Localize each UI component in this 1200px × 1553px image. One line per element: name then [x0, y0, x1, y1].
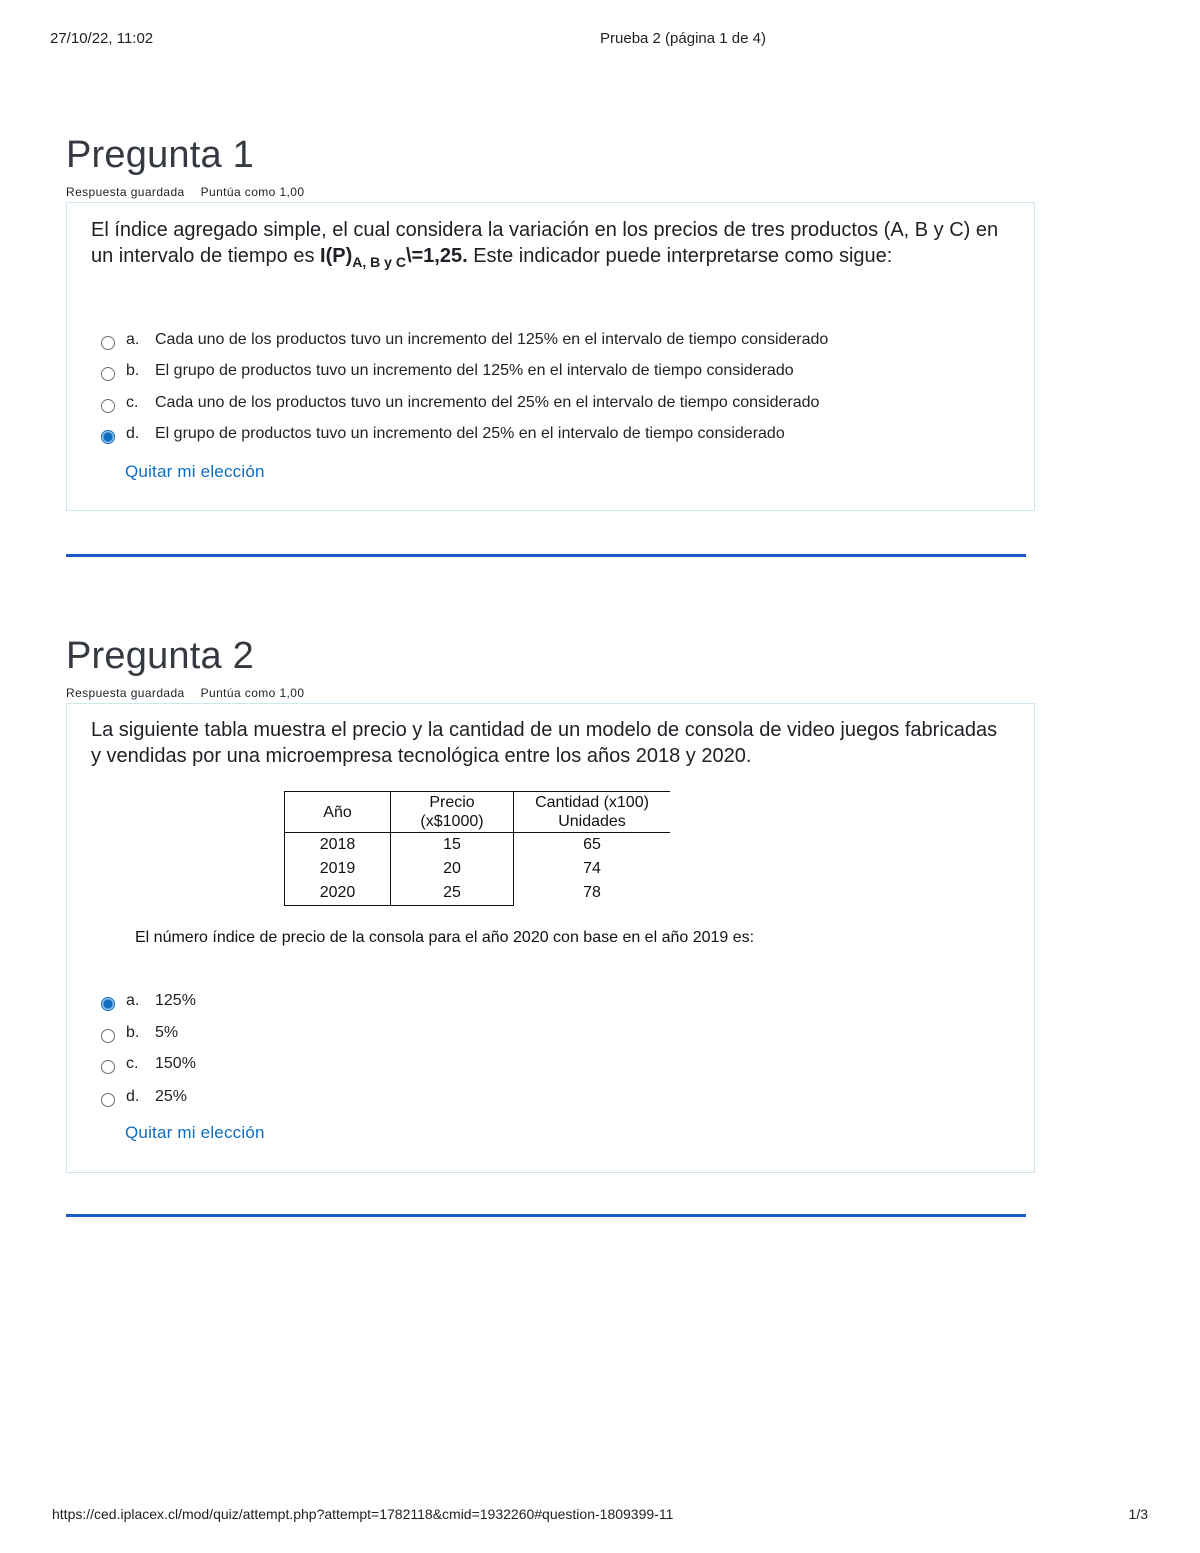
question-2-status: Respuesta guardada: [66, 686, 185, 700]
question-1-title: Pregunta 1: [66, 134, 254, 176]
question-2-clear-choice-link[interactable]: Quitar mi elección: [125, 1123, 265, 1142]
question-2-option-c[interactable]: [101, 1051, 196, 1077]
question-1-text-part1: El índice agregado simple, el cual considera la variación en los precios de tres productos (A, B y C) en un intervalo de tiempo es: [91, 219, 999, 267]
option-letter: d.: [126, 1088, 140, 1105]
header-price-label: Precio: [429, 794, 475, 811]
table-cell: 2018: [285, 833, 391, 858]
option-text: 5%: [155, 1024, 179, 1041]
question-1-option-c[interactable]: [101, 390, 819, 416]
option-letter: a.: [126, 331, 140, 348]
option-text: El grupo de productos tuvo un incremento del 25% en el intervalo de tiempo considerado: [155, 425, 785, 442]
table-cell: 65: [583, 836, 601, 853]
radio-button[interactable]: [101, 399, 115, 413]
table-header-quantity: [514, 792, 671, 833]
formula-value: \=1,25.: [405, 245, 468, 267]
table-cell: 15: [391, 833, 514, 858]
option-text: Cada uno de los productos tuvo un incremento del 125% en el intervalo de tiempo considerado: [155, 331, 829, 348]
question-1-status: Respuesta guardada: [66, 185, 185, 199]
question-1-option-d[interactable]: [101, 421, 785, 447]
table-cell: 20: [391, 857, 514, 881]
option-text: 150%: [155, 1055, 196, 1072]
radio-button[interactable]: [101, 1093, 115, 1107]
header-price-unit: (x$1000): [420, 813, 484, 830]
question-1-info: [66, 185, 304, 199]
question-1-option-b[interactable]: [101, 358, 794, 384]
table-cell: 74: [583, 860, 601, 877]
header-quantity-unit: Unidades: [558, 813, 626, 830]
question-2-grade: Puntúa como 1,00: [200, 686, 305, 700]
option-letter: a.: [126, 992, 140, 1009]
print-datetime: 27/10/22, 11:02: [50, 30, 154, 47]
option-letter: c.: [126, 394, 139, 411]
table-row: [285, 881, 671, 906]
question-2-prompt: El número índice de precio de la consola para el año 2020 con base en el año 2019 es:: [135, 929, 755, 946]
formula-subscript: A, B y C: [352, 254, 406, 270]
radio-button[interactable]: [101, 1029, 115, 1043]
table-header-price: [391, 792, 514, 833]
question-1-formula: [320, 245, 468, 270]
option-letter: b.: [126, 1024, 140, 1041]
question-2-box: [66, 703, 1035, 1173]
formula-main: I(P): [320, 245, 353, 267]
question-2-option-d[interactable]: [101, 1084, 187, 1110]
question-1-text: [91, 217, 1004, 275]
radio-button-selected[interactable]: [101, 430, 115, 444]
option-text: 125%: [155, 992, 196, 1009]
option-text: El grupo de productos tuvo un incremento del 125% en el intervalo de tiempo considerado: [155, 362, 794, 379]
question-1-box: [66, 202, 1035, 511]
question-2-info: [66, 686, 304, 700]
question-2-option-a[interactable]: [101, 988, 196, 1014]
table-cell: 2020: [285, 881, 391, 906]
question-2-title: Pregunta 2: [66, 635, 254, 677]
price-quantity-table: [284, 791, 670, 906]
question-1-grade: Puntúa como 1,00: [200, 185, 305, 199]
option-text: Cada uno de los productos tuvo un incremento del 25% en el intervalo de tiempo considerado: [155, 394, 820, 411]
radio-button[interactable]: [101, 367, 115, 381]
option-letter: d.: [126, 425, 140, 442]
question-1-text-part2: Este indicador puede interpretarse como sigue:: [473, 245, 893, 267]
print-page-number: 1/3: [1128, 1506, 1148, 1522]
question-1-clear-choice-link[interactable]: Quitar mi elección: [125, 462, 265, 481]
option-letter: c.: [126, 1055, 139, 1072]
table-header-year: Año: [285, 792, 391, 833]
question-separator: [66, 1214, 1026, 1217]
table-cell: 25: [391, 881, 514, 906]
question-2-option-b[interactable]: [101, 1020, 178, 1046]
table-cell: 2019: [285, 857, 391, 881]
question-2-text: La siguiente tabla muestra el precio y la cantidad de un modelo de consola de video juegos fabricadas y vendidas por una microempresa tecnológica entre los años 2018 y 2020.: [91, 719, 998, 767]
option-text: 25%: [155, 1088, 188, 1105]
question-separator: [66, 554, 1026, 557]
question-1-option-a[interactable]: [101, 327, 828, 353]
radio-button-selected[interactable]: [101, 997, 115, 1011]
header-quantity-label: Cantidad (x100): [535, 794, 649, 811]
table-row: [285, 833, 671, 858]
option-letter: b.: [126, 362, 140, 379]
radio-button[interactable]: [101, 1060, 115, 1074]
print-page-title: Prueba 2 (página 1 de 4): [600, 30, 766, 47]
table-cell: 78: [583, 884, 601, 902]
radio-button[interactable]: [101, 336, 115, 350]
table-row: [285, 857, 671, 881]
print-url: https://ced.iplacex.cl/mod/quiz/attempt.php?attempt=1782118&cmid=1932260#question-1809399-11: [52, 1506, 674, 1522]
